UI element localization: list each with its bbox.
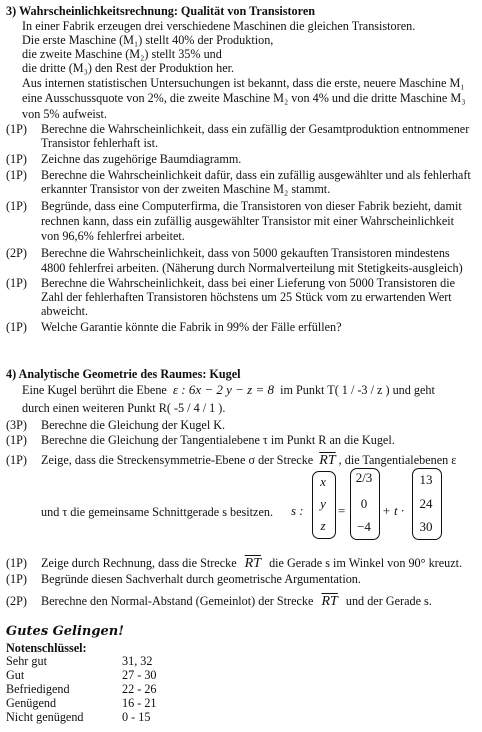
vector-cell: 0 [360,496,368,511]
task-points: (1P) [6,320,27,334]
task-points: (1P) [6,122,27,136]
vector-cell: 24 [419,496,433,511]
intro-line [22,383,435,397]
intro-line: eine Ausschussquote von 2%, die zweite Maschine M₂ von 4% und die dritte Maschine M₃ [22,91,466,105]
task-text [41,594,432,609]
grade-name: Befriedigend [6,682,70,696]
section-3-title: 3) Wahrscheinlichkeitsrechnung: Qualität von Transistoren [6,4,316,18]
intro-line: durch einen weiteren Punkt R( -5 / 4 / 1 ). [22,401,226,415]
task-text [41,556,462,571]
param-t: + t · [382,503,405,518]
task-text-part: Zeige, dass die Streckensymmetrie-Ebene σ der Strecke [41,453,314,467]
task-text: Berechne die Gleichung der Kugel K. [41,418,226,432]
task-points: (3P) [6,418,27,432]
segment-rt: $\overline{RT}$ [244,556,262,571]
vector-cell: z [320,518,326,533]
task-points: (1P) [6,572,27,586]
intro-line: In einer Fabrik erzeugen drei verschiedene Maschinen die gleichen Transistoren. [22,19,416,33]
plane-equation: ε : 6x − 2 y − z = 8 [172,382,275,397]
task-text: Transistor fehlerhaft ist. [41,136,159,150]
task-text: Zeichne das zugehörige Baumdiagramm. [41,152,242,166]
task-text: Berechne die Gleichung der Tangentialebene τ im Punkt R an die Kugel. [41,433,395,447]
task-text: Begründe diesen Sachverhalt durch geometrische Argumentation. [41,572,361,586]
intro-line: von 5% aufweist. [22,107,107,121]
segment-rt: $\overline{RT}$ [321,594,338,609]
task-points: (1P) [6,453,27,467]
task-points: (1P) [6,168,27,182]
intro-text: Eine Kugel berührt die Ebene [22,383,167,397]
task-points: (2P) [6,246,27,260]
grade-name: Nicht genügend [6,710,84,724]
grade-range: 0 - 15 [122,710,151,724]
vector-cell: x [320,474,326,489]
task-text: Welche Garantie könnte die Fabrik in 99% der Fälle erfüllen? [41,320,342,334]
vector-cell: 13 [419,472,433,487]
intro-line: Aus internen statistischen Untersuchungen ist bekannt, dass die erste, neuere Maschine M₁ [22,76,465,90]
task-points: (1P) [6,199,27,213]
task-points: (1P) [6,276,27,290]
grade-range: 27 - 30 [122,668,157,682]
grade-range: 31, 32 [122,654,153,668]
equals-sign: = [338,503,346,518]
task-text: und τ die gemeinsame Schnittgerade s besitzen. [41,505,273,519]
task-text-part: Berechne den Normal-Abstand (Gemeinlot) der Strecke [41,594,314,608]
vector-cell: y [320,496,326,511]
task-text: abweicht. [41,304,89,318]
vector-cell: 30 [419,519,433,534]
grade-range: 16 - 21 [122,696,157,710]
task-points: (1P) [6,556,27,570]
task-points: (1P) [6,433,27,447]
task-points: (1P) [6,152,27,166]
task-text-part: , die Tangentialebenen ε [338,453,457,467]
task-text: Zahl der fehlerhaften Transistoren höchstens um 25 Stück vom zu erwartenden Wert [41,290,452,304]
task-text: rechnen kann, dass ein zufällig ausgewählter Transistor mit einer Wahrscheinlichkeit [41,214,455,228]
task-text: Berechne die Wahrscheinlichkeit, dass bei einer Lieferung von 5000 Transistoren die [41,276,456,290]
vector-cell: −4 [357,519,371,534]
grade-name: Genügend [6,696,57,710]
section-4-title: 4) Analytische Geometrie des Raumes: Kugel [6,367,241,381]
intro-line: die zweite Maschine (M₂) stellt 35% und [22,47,222,61]
task-text [41,453,456,468]
task-text: von 96,6% fehlerfrei arbeitet. [41,229,185,243]
segment-rt: $\overline{RT}$ [319,453,336,468]
grade-name: Sehr gut [6,654,47,668]
grade-name: Gut [6,668,25,682]
intro-line: Die erste Maschine (M₁) stellt 40% der Produktion, [22,33,274,47]
task-text: 4800 fehlerfrei arbeiten. (Näherung durch Normalverteilung mit Stetigkeits-ausgleich) [41,261,463,275]
grading-key-title: Notenschlüssel: [6,641,87,655]
task-points: (2P) [6,594,27,608]
grade-range: 22 - 26 [122,682,157,696]
task-text: erkannter Transistor von der zweiten Maschine M₂ stammt. [41,182,331,196]
line-label: s : [291,503,304,518]
task-text: Berechne die Wahrscheinlichkeit dafür, dass ein zufällig ausgewählter und als fehlerhaft [41,168,471,182]
task-text: Begründe, dass eine Computerfirma, die Transistoren von dieser Fabrik bezieht, damit [41,199,462,213]
task-text: Berechne die Wahrscheinlichkeit, dass ein zufällig der Gesamtproduktion entnommener [41,122,470,136]
vector-cell: 2/3 [355,470,373,485]
intro-line: die dritte (M₃) den Rest der Produktion her. [22,61,235,75]
task-text: Berechne die Wahrscheinlichkeit, dass von 5000 gekauften Transistoren mindestens [41,246,450,260]
good-luck-heading: Gutes Gelingen! [6,624,124,639]
intro-text: im Punkt T( 1 / -3 / z ) und geht [280,383,435,397]
task-text-part: und der Gerade s. [345,594,432,608]
task-text-part: die Gerade s im Winkel von 90° kreuzt. [269,556,463,570]
task-text-part: Zeige durch Rechnung, dass die Strecke [41,556,237,570]
